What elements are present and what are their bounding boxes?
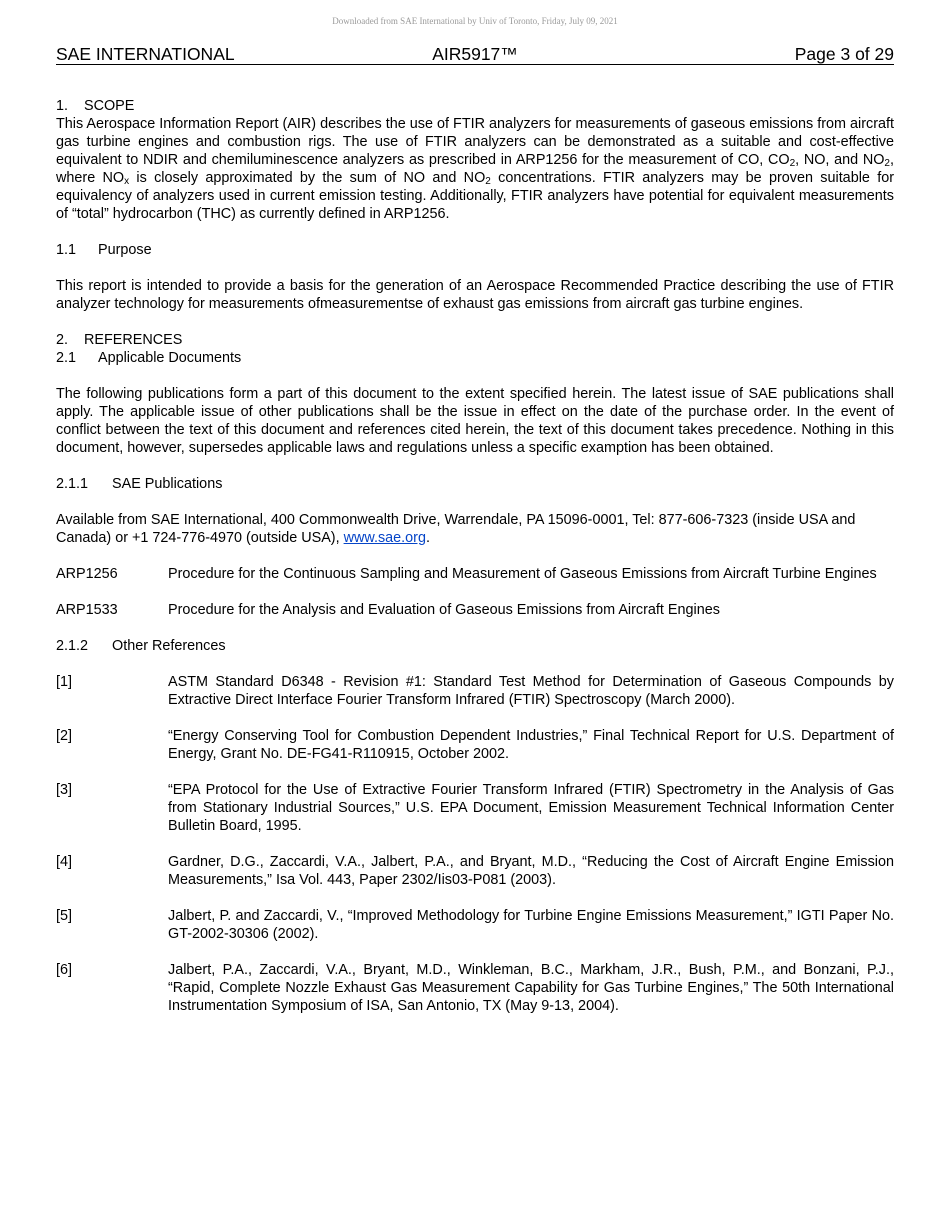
scope-text-part: , NO, and NO bbox=[795, 152, 885, 168]
reference-number: [2] bbox=[56, 728, 72, 744]
reference-text: ASTM Standard D6348 - Revision #1: Standard Test Method for Determination of Gaseous Compounds by Extractive Direct Interface Fourier Transform Infrared (FTIR) Spectroscopy (March 2000). bbox=[168, 674, 894, 708]
reference-text: Gardner, D.G., Zaccardi, V.A., Jalbert, P.A., and Bryant, M.D., “Reducing the Cost of Aircraft Engine Emission Measurements,” Isa Vol. 443, Paper 2302/Iis03-P081 (2003). bbox=[168, 854, 894, 888]
reference-number: [3] bbox=[56, 782, 72, 798]
reference-text: Jalbert, P. and Zaccardi, V., “Improved Methodology for Turbine Engine Emissions Measurement,” IGTI Paper No. GT-2002-30306 (2002). bbox=[168, 908, 894, 942]
reference-entry bbox=[56, 727, 894, 763]
reference-text: “EPA Protocol for the Use of Extractive Fourier Transform Infrared (FTIR) Spectrometry in the Analysis of Gas from Stationary Industrial Sources,” U.S. EPA Document, Emission Measurement Technical Information Center Bulletin Board, 1995. bbox=[168, 782, 894, 834]
subscript: x bbox=[124, 176, 130, 187]
section-number: 2.1.1 bbox=[56, 476, 89, 492]
scope-text-part: concentrations. FTIR analyzers may be proven suitable for equivalency of analyzers used in current emission testing. Additionally, FTIR analyzers have potential for equivalent measurements of “total” hydrocarbon (THC) as currently defined in ARP1256. bbox=[56, 170, 894, 222]
sae-document-entry bbox=[56, 601, 894, 619]
section-number: 2.1 bbox=[56, 350, 77, 366]
section-title: REFERENCES bbox=[84, 332, 183, 348]
section-heading-applicable-documents bbox=[56, 349, 894, 367]
section-heading-references bbox=[56, 331, 894, 349]
section-title: Other References bbox=[112, 638, 226, 654]
scope-text-part: This Aerospace Information Report (AIR) describes the use of FTIR analyzers for measurements of gaseous emissions from aircraft gas turbine engines and combustion rigs. The use of FTIR analyzers can be demonstrated as a suitable and cost-effective equivalent to NDIR and chemiluminescence analyzers as prescribed in ARP1256 for the measurement of CO, CO bbox=[56, 116, 894, 168]
section-heading-other-references bbox=[56, 637, 894, 655]
reference-text: “Energy Conserving Tool for Combustion Dependent Industries,” Final Technical Report for U.S. Department of Energy, Grant No. DE-FG41-R110915, October 2002. bbox=[168, 728, 894, 762]
availability-text: Available from SAE International, 400 Commonwealth Drive, Warrendale, PA 15096-0001, Tel: 877-606-7323 (inside USA and Canada) or +1 724-776-4970 (outside USA), bbox=[56, 512, 856, 546]
page-number: Page 3 of 29 bbox=[794, 44, 894, 64]
scope-text-part: is closely approximated by the sum of NO and NO bbox=[129, 170, 486, 186]
document-title: Procedure for the Continuous Sampling and Measurement of Gaseous Emissions from Aircraft Turbine Engines bbox=[168, 566, 877, 582]
applicable-documents-paragraph: The following publications form a part of this document to the extent specified herein. The latest issue of SAE publications shall apply. The applicable issue of other publications shall be the issue in effect on the date of the purchase order. In the event of conflict between the text of this document and references cited herein, the text of this document takes precedence. Nothing in this document, however, supersedes applicable laws and regulations unless a specific examption has been obtained. bbox=[56, 386, 894, 456]
section-heading-purpose bbox=[56, 241, 894, 259]
scope-text-part: , where NO bbox=[56, 152, 894, 186]
reference-entry bbox=[56, 961, 894, 1015]
page-header bbox=[56, 44, 894, 65]
scope-paragraph bbox=[56, 115, 894, 223]
section-number: 1.1 bbox=[56, 242, 77, 258]
section-heading-sae-publications bbox=[56, 475, 894, 493]
section-title: Purpose bbox=[98, 242, 152, 258]
reference-text: Jalbert, P.A., Zaccardi, V.A., Bryant, M.D., Winkleman, B.C., Markham, J.R., Bush, P.M., and Bonzani, P.J., “Rapid, Complete Nozzle Exhaust Gas Measurement Capability for Gas Turbine Engines,” The 50th International Instrumentation Symposium of ISA, San Antonio, TX (May 9-13, 2004). bbox=[168, 962, 894, 1014]
document-title: Procedure for the Analysis and Evaluation of Gaseous Emissions from Aircraft Engines bbox=[168, 602, 720, 618]
publisher-name: SAE INTERNATIONAL bbox=[56, 44, 235, 64]
reference-entry bbox=[56, 781, 894, 835]
subscript: 2 bbox=[485, 176, 491, 187]
section-number: 1. bbox=[56, 98, 69, 114]
section-number: 2. bbox=[56, 332, 69, 348]
section-title: SAE Publications bbox=[112, 476, 223, 492]
reference-number: [4] bbox=[56, 854, 72, 870]
download-watermark: Downloaded from SAE International by Univ of Toronto, Friday, July 09, 2021 bbox=[332, 16, 618, 26]
document-number: AIR5917™ bbox=[432, 44, 518, 64]
section-title: SCOPE bbox=[84, 98, 135, 114]
document-body bbox=[56, 97, 894, 1033]
subscript: 2 bbox=[789, 158, 796, 169]
sae-website-link[interactable]: www.sae.org bbox=[343, 530, 426, 546]
sae-document-entry bbox=[56, 565, 894, 583]
availability-text-end: . bbox=[425, 530, 430, 546]
availability-paragraph bbox=[56, 511, 894, 547]
purpose-paragraph: This report is intended to provide a basis for the generation of an Aerospace Recommended Practice describing the use of FTIR analyzer technology for measurements ofmeasurementse of exhaust gas emissions from aircraft gas turbine engines. bbox=[56, 278, 894, 312]
subscript: 2 bbox=[884, 158, 890, 169]
section-title: Applicable Documents bbox=[98, 350, 242, 366]
document-id: ARP1533 bbox=[56, 602, 118, 618]
reference-number: [1] bbox=[56, 674, 72, 690]
reference-number: [5] bbox=[56, 908, 72, 924]
section-number: 2.1.2 bbox=[56, 638, 89, 654]
reference-entry bbox=[56, 853, 894, 889]
reference-entry bbox=[56, 673, 894, 709]
section-heading-scope bbox=[56, 97, 894, 115]
document-id: ARP1256 bbox=[56, 566, 118, 582]
reference-number: [6] bbox=[56, 962, 72, 978]
reference-entry bbox=[56, 907, 894, 943]
